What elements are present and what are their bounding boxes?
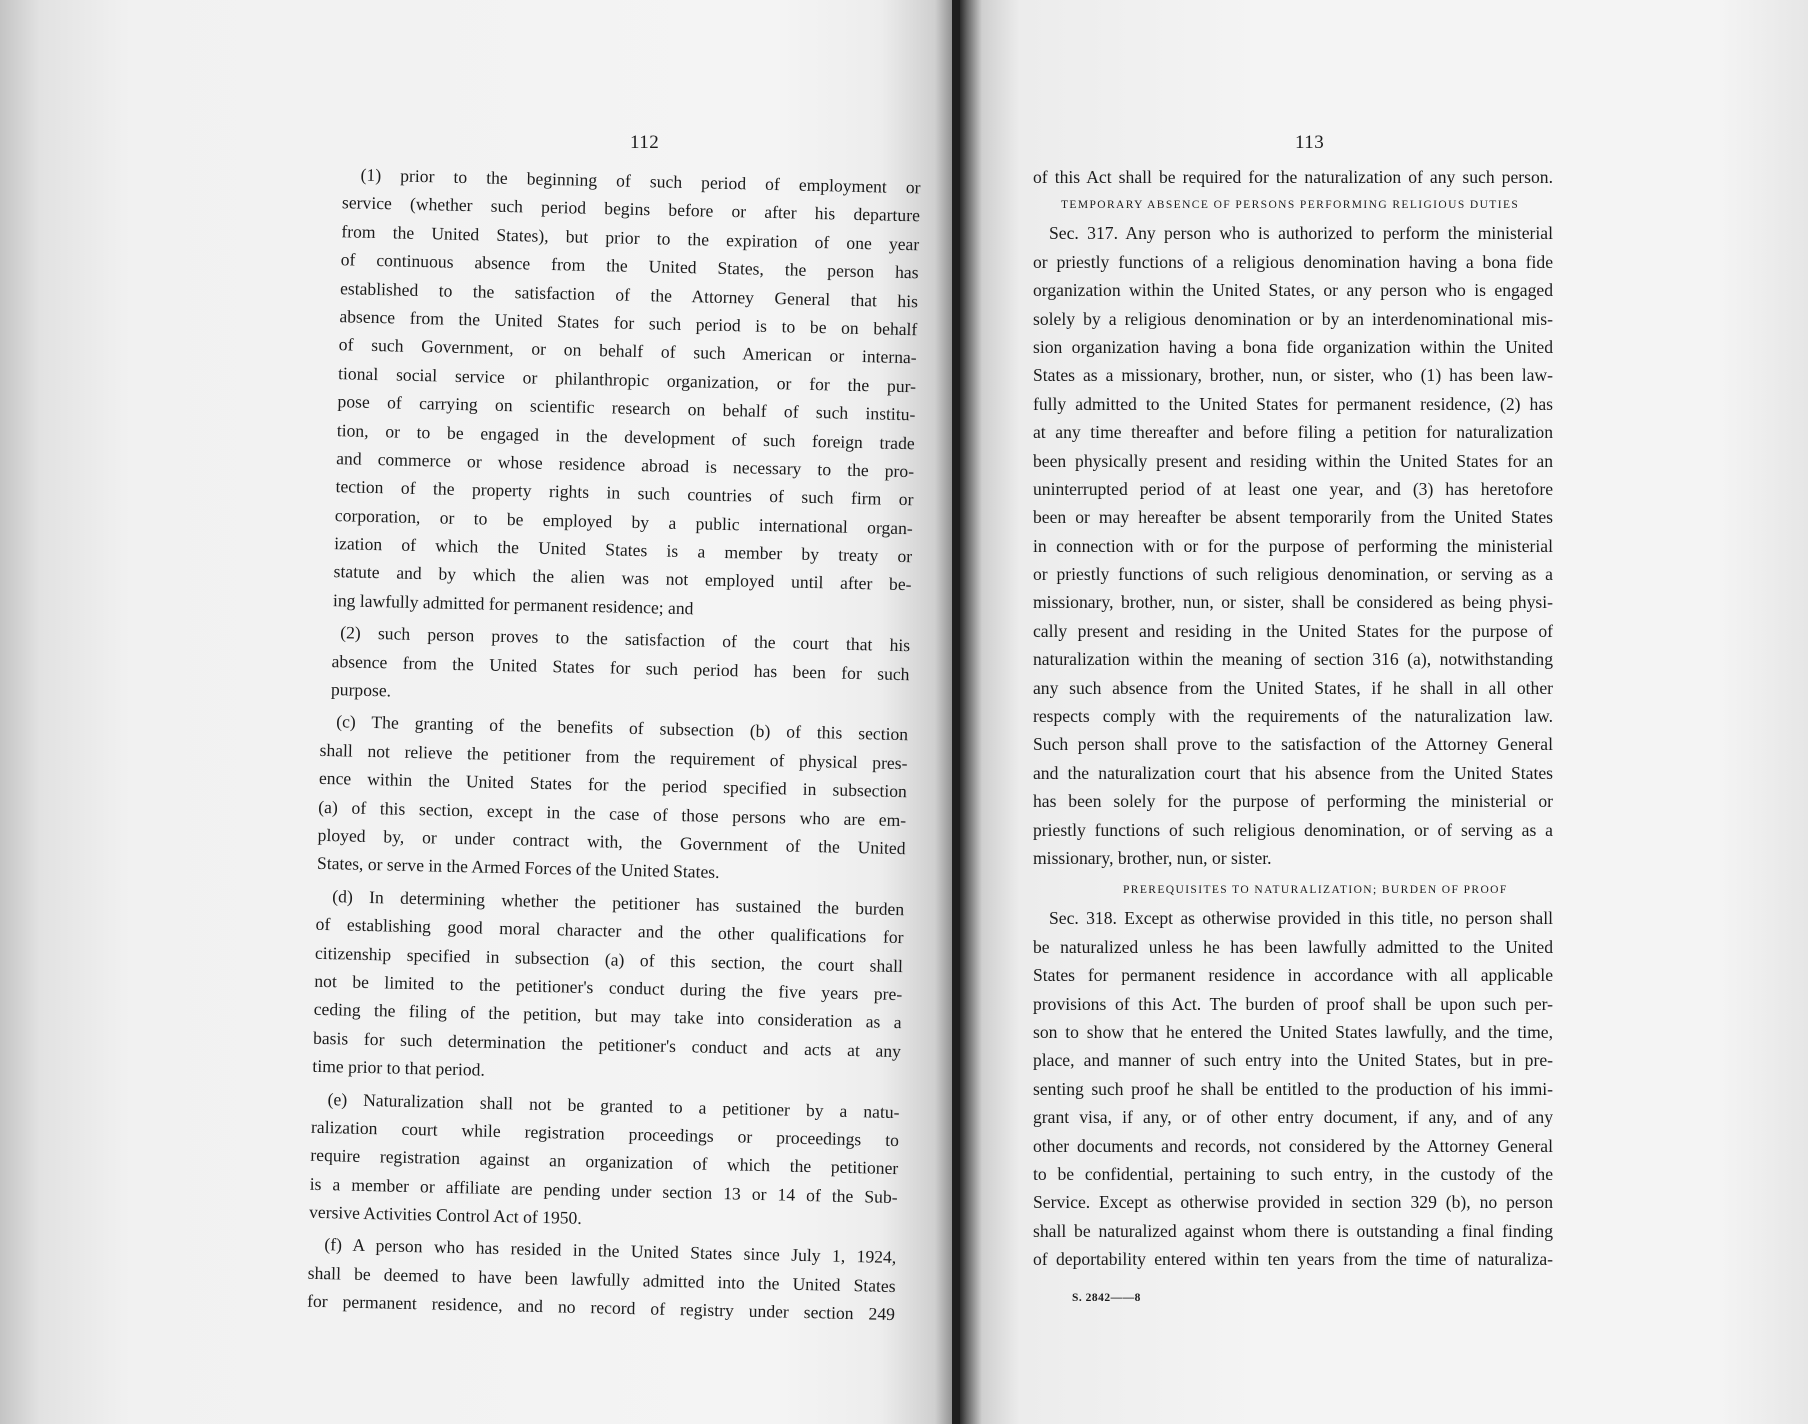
text-line: and the naturalization court that his absence from the United States — [1033, 762, 1553, 783]
text-line: respects comply with the requirements of the naturalization law. — [1033, 706, 1553, 727]
text-line: place, and manner of such entry into the United States, but in pre- — [1033, 1050, 1553, 1071]
text-line: has been solely for the purpose of performing the ministerial or — [1033, 791, 1553, 812]
text-line: absence from the United States for such period is to be on behalf — [339, 306, 918, 340]
text-line: solely by a religious denomination or by an interdenominational mis- — [1033, 308, 1553, 329]
text-line: established to the satisfaction of the Attorney General that his — [339, 277, 919, 311]
text-line: absence from the United States for such period has been for such — [331, 650, 910, 684]
section-heading: PREREQUISITES TO NATURALIZATION; BURDEN OF PROOF — [1123, 884, 1508, 897]
text-line: senting such proof he shall be entitled to the production of his immi- — [1033, 1078, 1553, 1099]
text-line: be naturalized unless he has been lawfully admitted to the United — [1033, 936, 1553, 957]
text-line: not be limited to the petitioner's conduct during the five years pre- — [314, 970, 903, 1005]
text-line: corporation, or to be employed by a public international organ- — [334, 504, 914, 538]
text-line: (e) Naturalization shall not be granted to a petitioner by a natu- — [327, 1088, 900, 1122]
text-line: States for permanent residence in accordance with all applicable — [1033, 965, 1553, 986]
text-line: son to show that he entered the United States lawfully, and the time, — [1033, 1021, 1553, 1042]
text-line: for permanent residence, and no record of registry under section 249 — [306, 1290, 896, 1325]
text-line: States, or serve in the Armed Forces of the United States. — [316, 853, 720, 883]
text-line: shall be naturalized against whom there is outstanding a final finding — [1033, 1220, 1553, 1241]
text-line: of such Government, or on behalf of such American or interna- — [338, 334, 917, 368]
section-heading: TEMPORARY ABSENCE OF PERSONS PERFORMING RELIGIOUS DUTIES — [1061, 199, 1520, 212]
text-line: at any time thereafter and before filing a petition for naturalization — [1033, 422, 1553, 443]
text-line: grant visa, if any, or of other entry document, if any, and of any — [1033, 1107, 1553, 1128]
text-line: sion organization having a bona fide organization within the United — [1033, 336, 1553, 357]
text-line: citizenship specified in subsection (a) of this section, the court shall — [314, 942, 904, 976]
text-line: priestly functions of such religious denomination, or of serving as a — [1033, 819, 1553, 840]
text-line: of continuous absence from the United States, the person has — [340, 249, 919, 283]
text-line: been physically present and residing within the United States for an — [1033, 450, 1553, 471]
text-line: is a member or affiliate are pending under section 13 or 14 of the Sub- — [309, 1173, 898, 1207]
text-line: other documents and records, not considered by the Attorney General — [1033, 1135, 1553, 1156]
text-line: cally present and residing in the United States for the purpose of — [1033, 620, 1553, 641]
text-line: any such absence from the United States, if he shall in all other — [1033, 677, 1553, 698]
right-page-text — [1033, 163, 1553, 1273]
text-line: from the United States), but prior to the expiration of one year — [341, 220, 920, 255]
text-line: tional social service or philanthropic organization, or for the pur- — [337, 362, 917, 397]
text-line: (a) of this section, except in the case of those persons who are em- — [318, 796, 907, 830]
text-line: of this Act shall be required for the naturalization of any such person. — [1033, 167, 1553, 187]
text-line: (d) In determining whether the petitioner has sustained the burden — [332, 885, 905, 919]
text-line: shall be deemed to have been lawfully admitted into the United States — [307, 1262, 896, 1296]
text-line: versive Activities Control Act of 1950. — [308, 1201, 582, 1228]
text-line: or priestly functions of such religious denomination, or serving as a — [1033, 564, 1553, 585]
text-line: tection of the property rights in such countries of such firm or — [335, 476, 914, 510]
text-line: of establishing good moral character and the other qualifications for — [315, 913, 904, 948]
text-line: (1) prior to the beginning of such period of employment or — [360, 164, 921, 198]
text-line: pose of carrying on scientific research on behalf of such institu- — [337, 391, 916, 425]
text-line: in connection with or for the purpose of performing the ministerial — [1033, 535, 1553, 556]
text-line: Sec. 317. Any person who is authorized to perform the ministerial — [1049, 223, 1553, 244]
text-line: Sec. 318. Except as otherwise provided in this title, no person shall — [1049, 908, 1553, 929]
page-number-left: 112 — [630, 132, 660, 153]
text-line: shall not relieve the petitioner from the requirement of physical pres- — [319, 739, 908, 773]
text-line: Service. Except as otherwise provided in section 329 (b), no person — [1033, 1192, 1553, 1213]
text-line: ployed by, or under contract with, the Government of the United — [317, 824, 906, 859]
text-line: provisions of this Act. The burden of proof shall be upon such per- — [1033, 993, 1553, 1014]
text-line: ralization court while registration proceedings or proceedings to — [310, 1116, 900, 1150]
text-line: of deportability entered within ten years from the time of naturaliza- — [1033, 1249, 1553, 1270]
text-line: ence within the United States for the period specified in subsection — [318, 768, 908, 802]
text-line: ization of which the United States is a member by treaty or — [334, 533, 913, 567]
text-line: missionary, brother, nun, or sister, shall be considered as being physi- — [1033, 592, 1553, 613]
text-line: missionary, brother, nun, or sister. — [1033, 847, 1272, 868]
text-line: uninterrupted period of at least one year, and (3) has heretofore — [1033, 478, 1553, 499]
text-line: (2) such person proves to the satisfaction of the court that his — [340, 622, 911, 656]
page-number-right: 113 — [1295, 132, 1325, 153]
text-line: Such person shall prove to the satisfaction of the Attorney General — [1033, 734, 1553, 755]
text-line: naturalization within the meaning of section 316 (a), notwithstanding — [1033, 649, 1553, 670]
text-line: purpose. — [330, 679, 392, 701]
text-line: (f) A person who has resided in the United States since July 1, 1924, — [324, 1234, 897, 1268]
text-line: basis for such determination the petitioner's conduct and acts at any — [312, 1027, 902, 1061]
right-page — [960, 0, 1808, 1424]
text-line: been or may hereafter be absent temporarily from the United States — [1033, 507, 1553, 528]
text-line: service (whether such period begins before or after his departure — [341, 192, 921, 226]
text-line: fully admitted to the United States for permanent residence, (2) has — [1033, 393, 1553, 414]
text-line: to be confidential, pertaining to such entry, in the custody of the — [1033, 1163, 1553, 1184]
text-line: and commerce or whose residence abroad is necessary to the pro- — [336, 448, 915, 482]
text-line: or priestly functions of a religious denomination having a bona fide — [1033, 251, 1553, 272]
text-line: organization within the United States, or any person who is engaged — [1033, 280, 1553, 301]
text-line: statute and by which the alien was not employed until after be- — [333, 561, 912, 595]
print-signature: S. 2842——8 — [1072, 1292, 1141, 1304]
text-line: ing lawfully admitted for permanent residence; and — [332, 589, 694, 619]
text-line: time prior to that period. — [312, 1055, 486, 1080]
text-line: States as a missionary, brother, nun, or sister, who (1) has been law- — [1033, 365, 1553, 386]
text-line: (c) The granting of the benefits of subsection (b) of this section — [336, 711, 909, 745]
text-line: tion, or to be engaged in the development of such foreign trade — [336, 419, 915, 453]
text-line: ceding the filing of the petition, but may take into consideration as a — [313, 999, 902, 1033]
text-line: require registration against an organization of which the petitioner — [310, 1145, 899, 1179]
left-page-text — [307, 160, 923, 1329]
